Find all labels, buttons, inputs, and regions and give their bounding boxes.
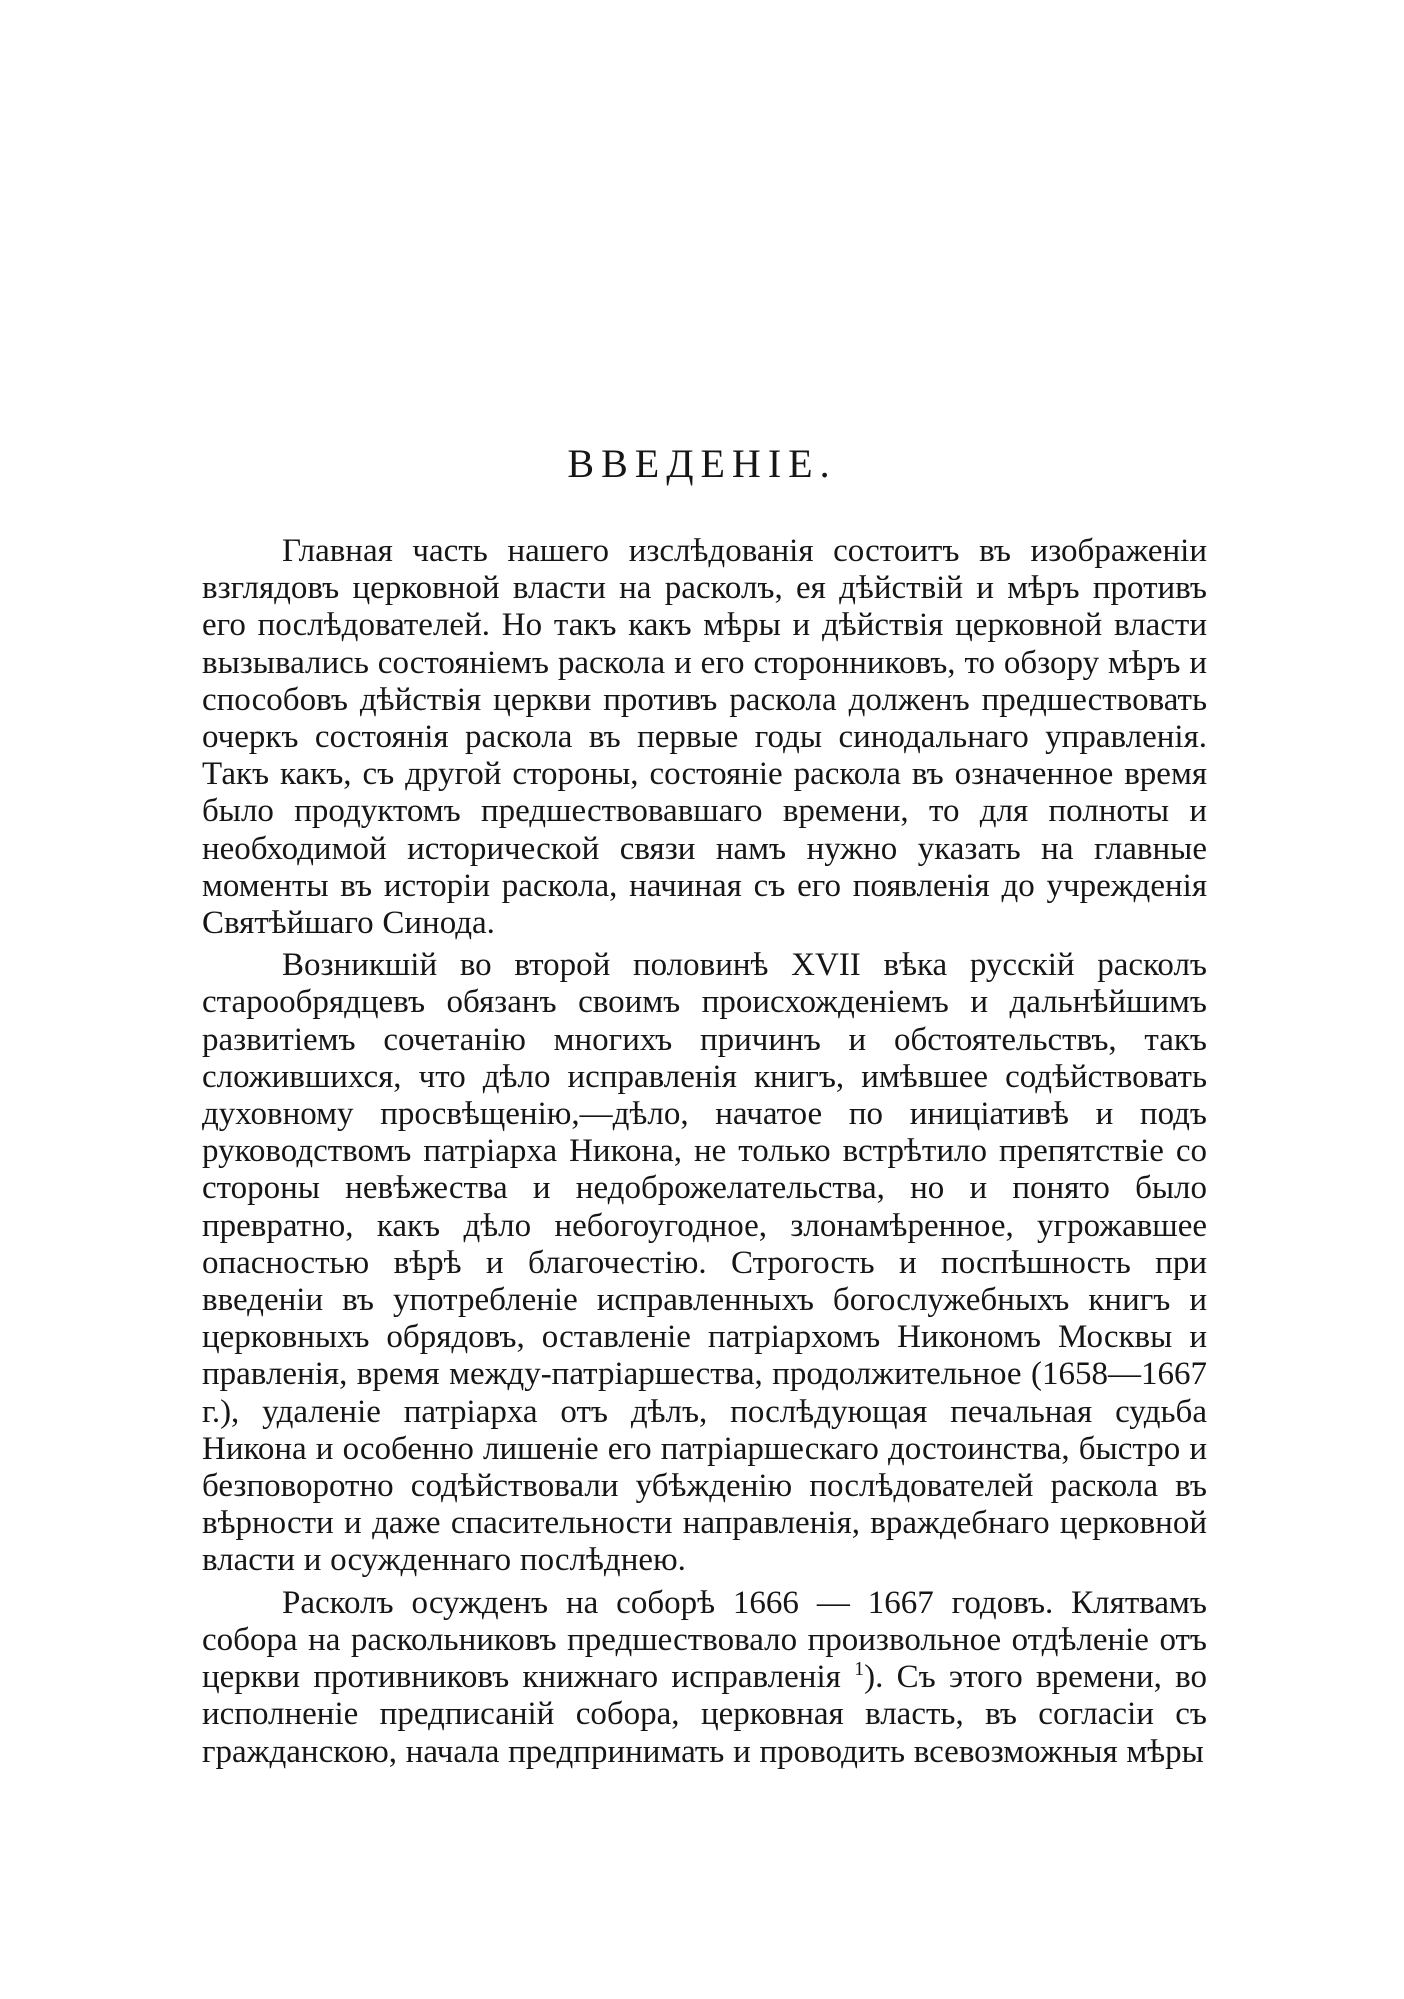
paragraph-1: Главная часть нашего изслѣдованія состоитъ въ изображеніи взглядовъ церковной власти на расколъ, ея дѣйствій и мѣръ противъ его послѣдователей. Но такъ какъ мѣры и дѣйствія церковной власти вызывались состояніемъ раскола и его сторонниковъ, то обзору мѣръ и способовъ дѣйствія церкви противъ раскола долженъ предшествовать очеркъ состоянія раскола въ первые годы синодальнаго управленія. Такъ какъ, съ другой стороны, состояніе раскола въ означенное время было продуктомъ предшествовавшаго времени, то для полноты и необходимой исторической связи намъ нужно указать на главные моменты въ исторіи раскола, начиная съ его появленія до учрежденія Святѣйшаго Синода. [202,533,1207,942]
paragraph-3-text-before: Расколъ осужденъ на соборѣ 1666 — 1667 годовъ. Клятвамъ собора на раскольниковъ предшествовало произвольное отдѣленіе отъ церкви противниковъ книжнаго исправленія [202,1584,1207,1696]
footnote-marker[interactable]: 1 [854,1658,865,1681]
paragraph-3-text-after: ). Съ этого времени, во исполненіе предписаній собора, церковная власть, въ согласіи съ гражданскою, начала предпринимать и проводить всевозможныя мѣры [202,1659,1207,1770]
body-text [202,533,1207,1771]
paragraph-3 [202,1585,1207,1771]
paragraph-2: Возникшій во второй половинѣ XVII вѣка русскій расколъ старообрядцевъ обязанъ своимъ происхожденіемъ и дальнѣйшимъ развитіемъ сочетанію многихъ причинъ и обстоятельствъ, такъ сложившихся, что дѣло исправленія книгъ, имѣвшее содѣйствовать духовному просвѣщенію,—дѣло, начатое по иниціативѣ и подъ руководствомъ патріарха Никона, не только встрѣтило препятствіе со стороны невѣжества и недоброжелательства, но и понято было превратно, какъ дѣло небогоугодное, злонамѣренное, угрожавшее опасностью вѣрѣ и благочестію. Строгость и поспѣшность при введеніи въ употребленіе исправленныхъ богослужебныхъ книгъ и церковныхъ обрядовъ, оставленіе патріархомъ Никономъ Москвы и правленія, время между-патріаршества, продолжительное (1658—1667 г.), удаленіе патріарха отъ дѣлъ, послѣдующая печальная судьба Никона и особенно лишеніе его патріаршескаго достоинства, быстро и безповоротно содѣйствовали убѣжденію послѣдователей раскола въ вѣрности и даже спасительности направленія, враждебнаго церковной власти и осужденнаго послѣднею. [202,947,1207,1579]
page-title: ВВЕДЕНIЕ. [567,441,837,486]
